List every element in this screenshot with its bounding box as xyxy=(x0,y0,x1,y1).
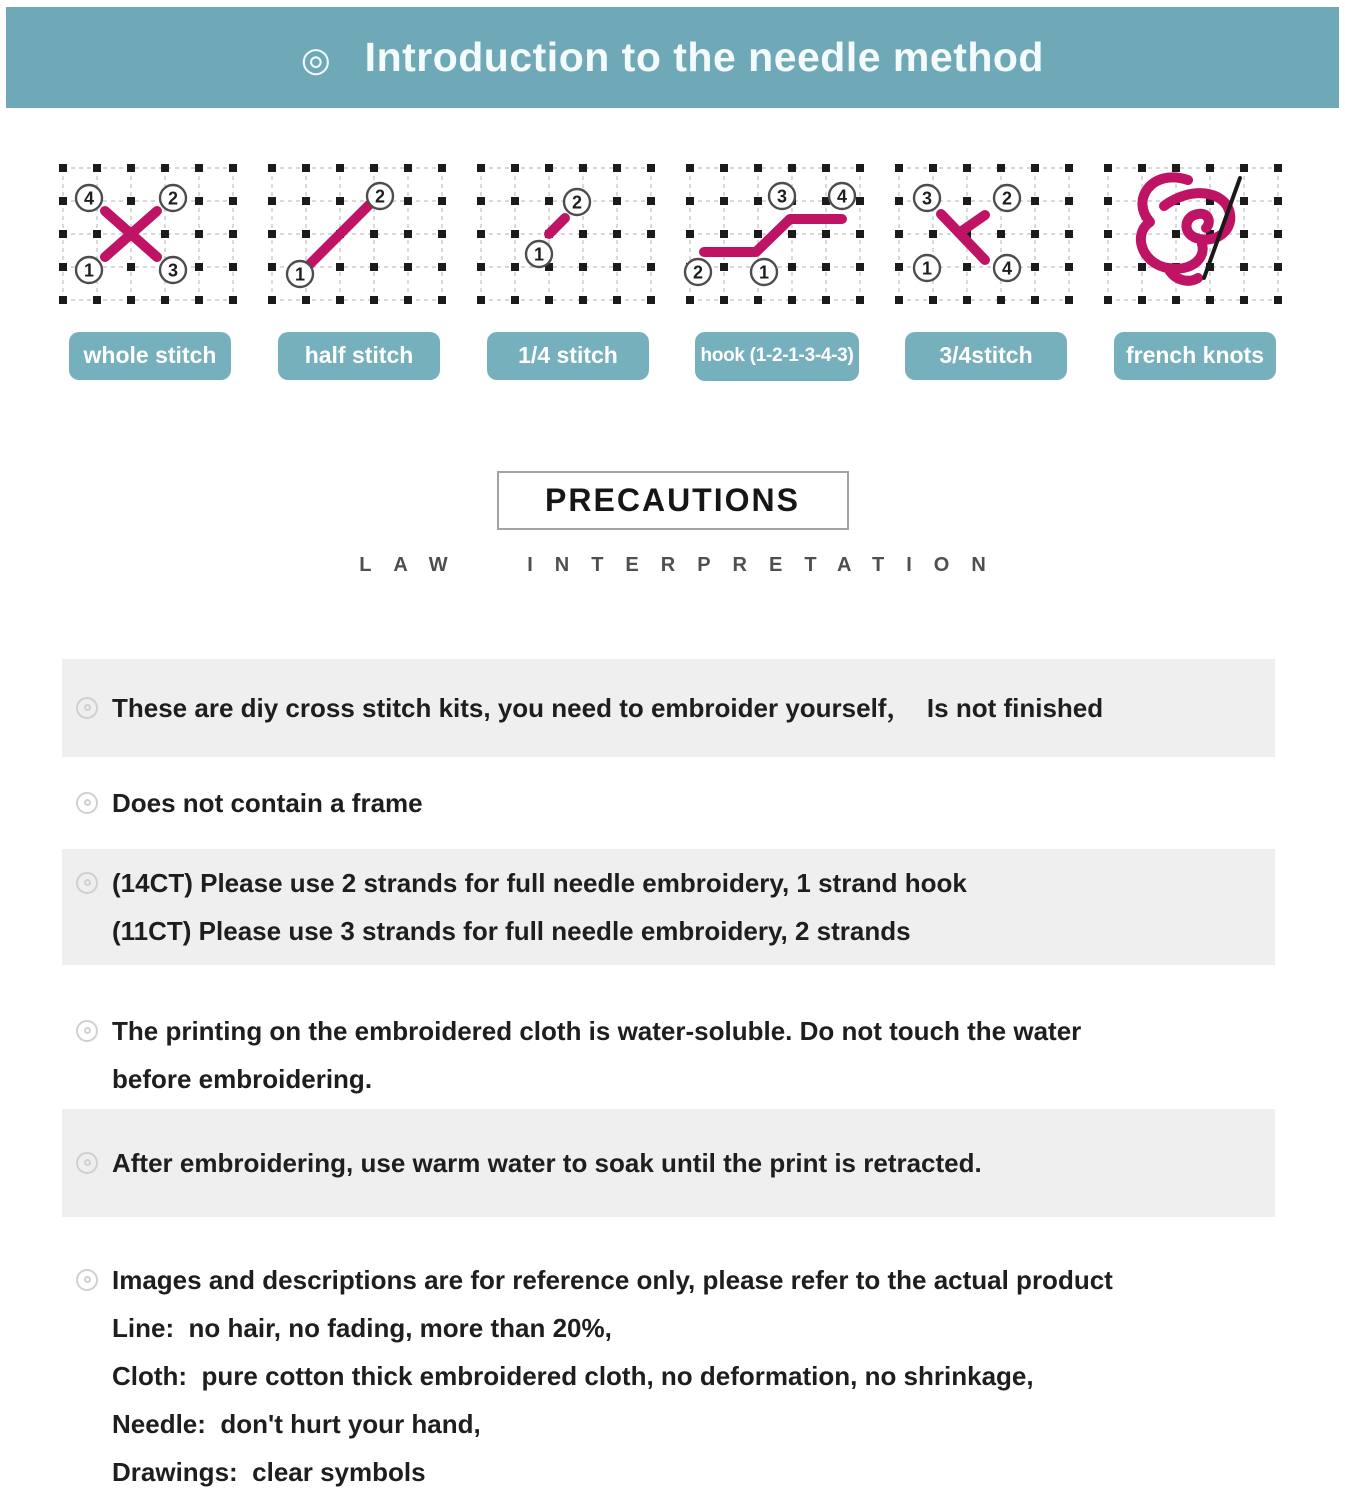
stitch-grid-hook-1-2-1-3-4-3 xyxy=(682,160,872,310)
svg-text:3: 3 xyxy=(167,260,179,281)
note-item xyxy=(62,1256,1275,1496)
precautions-subtitle: LAW INTERPRETATION xyxy=(359,553,1008,576)
svg-text:1: 1 xyxy=(294,264,306,285)
note-text xyxy=(112,1007,1255,1103)
svg-text:2: 2 xyxy=(571,192,583,213)
svg-text:4: 4 xyxy=(836,186,848,207)
stitch-label-1-4-stitch: 1/4 stitch xyxy=(487,332,649,380)
stitch-label-3-4stitch: 3/4stitch xyxy=(905,332,1067,380)
stitch-grid-french-knots xyxy=(1100,160,1290,310)
note-line: These are diy cross stitch kits, you need to embroider yourself， Is not finished xyxy=(112,692,1104,723)
note-line: (14CT) Please use 2 strands for full needle embroidery, 1 strand hook xyxy=(112,867,967,898)
stitch-column-whole-stitch xyxy=(50,160,250,380)
note-text xyxy=(112,779,1255,827)
double-circle-icon: ◎ xyxy=(301,40,331,79)
note-text xyxy=(112,1139,1255,1187)
page-header xyxy=(6,7,1339,108)
svg-text:1: 1 xyxy=(758,262,770,283)
svg-text:2: 2 xyxy=(167,188,179,209)
note-line: Line: no hair, no fading, more than 20%, xyxy=(112,1312,612,1343)
note-line: Cloth: pure cotton thick embroidered cloth, no deformation, no shrinkage, xyxy=(112,1360,1034,1391)
note-text xyxy=(112,1256,1255,1496)
stitch-column-half-stitch xyxy=(259,160,459,380)
double-circle-bullet-icon xyxy=(76,1269,98,1291)
note-line: Images and descriptions are for reference only, please refer to the actual product xyxy=(112,1264,1113,1295)
stitch-grid-whole-stitch xyxy=(55,160,245,310)
stitch-grid-3-4stitch xyxy=(891,160,1081,310)
note-item xyxy=(62,1007,1275,1103)
stitch-grid-half-stitch xyxy=(264,160,454,310)
bullet-inner-ring xyxy=(84,1276,91,1283)
note-item xyxy=(62,1109,1275,1217)
note-text xyxy=(112,859,1255,955)
note-line: before embroidering. xyxy=(112,1063,373,1094)
note-text xyxy=(112,684,1255,732)
stitch-column-1-4-stitch xyxy=(468,160,668,380)
bullet-inner-ring xyxy=(84,1159,91,1166)
svg-text:4: 4 xyxy=(83,188,95,209)
note-line: Needle: don't hurt your hand, xyxy=(112,1408,481,1439)
stitch-label-whole-stitch: whole stitch xyxy=(69,332,231,380)
stitch-column-french-knots xyxy=(1095,160,1295,380)
stitch-label-french-knots: french knots xyxy=(1114,332,1276,380)
page xyxy=(0,7,1345,1496)
svg-text:3: 3 xyxy=(921,188,933,209)
svg-text:1: 1 xyxy=(921,258,933,279)
svg-text:4: 4 xyxy=(1001,258,1013,279)
page-title: Introduction to the needle method xyxy=(364,34,1044,80)
stitch-grid-1-4-stitch xyxy=(473,160,663,310)
notes-list xyxy=(62,659,1275,1496)
note-line: After embroidering, use warm water to soak until the print is retracted. xyxy=(112,1147,982,1178)
svg-text:1: 1 xyxy=(533,244,545,265)
note-item xyxy=(62,849,1275,965)
stitch-column-3-4stitch xyxy=(886,160,1086,380)
note-item xyxy=(62,659,1275,757)
double-circle-bullet-icon xyxy=(76,872,98,894)
double-circle-bullet-icon xyxy=(76,792,98,814)
note-line: Drawings: clear symbols xyxy=(112,1456,426,1487)
double-circle-bullet-icon xyxy=(76,1020,98,1042)
precautions-heading: PRECAUTIONS xyxy=(497,471,849,530)
note-line: The printing on the embroidered cloth is water-soluble. Do not touch the water xyxy=(112,1015,1082,1046)
note-item xyxy=(62,779,1275,827)
svg-text:2: 2 xyxy=(1001,188,1013,209)
stitch-diagrams-row xyxy=(0,160,1345,381)
svg-text:1: 1 xyxy=(83,260,95,281)
bullet-inner-ring xyxy=(84,879,91,886)
bullet-inner-ring xyxy=(84,1027,91,1034)
stitch-label-half-stitch: half stitch xyxy=(278,332,440,380)
double-circle-bullet-icon xyxy=(76,697,98,719)
svg-text:2: 2 xyxy=(374,186,386,207)
stitch-column-hook-1-2-1-3-4-3 xyxy=(677,160,877,381)
stitch-label-hook-1-2-1-3-4-3: hook (1-2-1-3-4-3) xyxy=(695,332,860,381)
note-line: Does not contain a frame xyxy=(112,787,423,818)
bullet-inner-ring xyxy=(84,704,91,711)
bullet-inner-ring xyxy=(84,799,91,806)
svg-text:2: 2 xyxy=(692,262,704,283)
svg-text:3: 3 xyxy=(776,186,788,207)
double-circle-bullet-icon xyxy=(76,1152,98,1174)
note-line: (11CT) Please use 3 strands for full needle embroidery, 2 strands xyxy=(112,915,911,946)
